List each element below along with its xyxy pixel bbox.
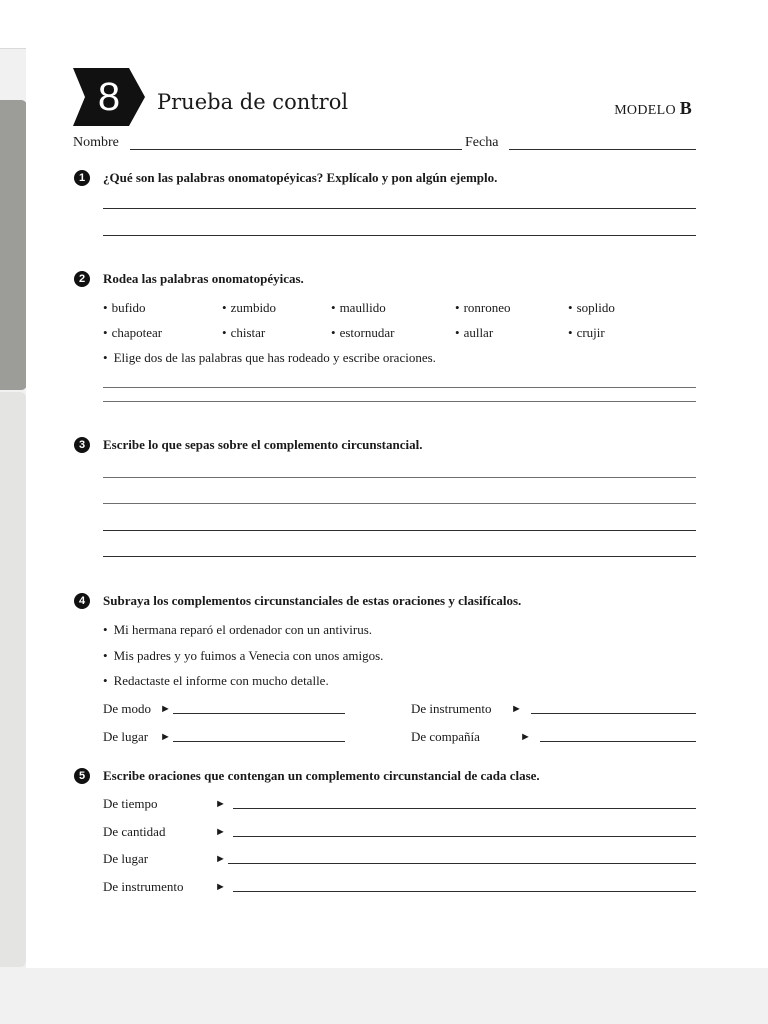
word-item: • maullido	[331, 300, 386, 316]
arrow-right-icon: ►	[215, 881, 226, 893]
fecha-label: Fecha	[465, 135, 499, 150]
answer-line[interactable]	[103, 556, 696, 557]
modelo-text: MODELO	[614, 103, 676, 118]
question-4-number: 4	[74, 593, 90, 609]
question-1-text: ¿Qué son las palabras onomatopéyicas? Explícalo y pon algún ejemplo.	[103, 170, 498, 185]
de-tiempo-line[interactable]	[233, 808, 696, 809]
de-modo-line[interactable]	[173, 713, 345, 714]
word-item: • chistar	[222, 325, 265, 341]
question-2-instruction: • Elige dos de las palabras que has rodeado y escribe oraciones.	[103, 350, 436, 366]
question-3-number: 3	[74, 437, 90, 453]
nombre-label: Nombre	[73, 135, 119, 150]
word-item: • aullar	[455, 325, 493, 341]
unit-badge	[73, 68, 145, 126]
arrow-right-icon: ►	[215, 826, 226, 838]
question-5-text: Escribe oraciones que contengan un complemento circunstancial de cada clase.	[103, 768, 540, 783]
de-modo-label: De modo	[103, 701, 152, 716]
de-instrumento-line[interactable]	[233, 891, 696, 892]
answer-line[interactable]	[103, 503, 696, 504]
page-edge-tab-light	[0, 392, 26, 967]
question-2-text: Rodea las palabras onomatopéyicas.	[103, 271, 304, 286]
de-instrumento-label: De instrumento	[411, 701, 492, 716]
fecha-line[interactable]	[509, 149, 696, 150]
modelo-letter: B	[679, 98, 692, 118]
sentence-item: • Mi hermana reparó el ordenador con un antivirus.	[103, 622, 372, 638]
page-title: Prueba de control	[157, 90, 349, 114]
page-edge-tab-dark	[0, 100, 27, 390]
question-4-text: Subraya los complementos circunstanciales de estas oraciones y clasifícalos.	[103, 593, 522, 608]
answer-line[interactable]	[103, 477, 696, 478]
word-item: • estornudar	[331, 325, 394, 341]
de-instrumento-label: De instrumento	[103, 879, 184, 894]
word-item: • soplido	[568, 300, 615, 316]
arrow-right-icon: ►	[160, 731, 171, 743]
answer-line[interactable]	[103, 387, 696, 388]
answer-line[interactable]	[103, 401, 696, 402]
de-tiempo-label: De tiempo	[103, 796, 158, 811]
de-compania-line[interactable]	[540, 741, 696, 742]
word-item: • bufido	[103, 300, 146, 316]
arrow-right-icon: ►	[215, 853, 226, 865]
word-item: • crujir	[568, 325, 605, 341]
word-item: • chapotear	[103, 325, 162, 341]
answer-line[interactable]	[103, 235, 696, 236]
answer-line[interactable]	[103, 208, 696, 209]
de-lugar-line[interactable]	[173, 741, 345, 742]
modelo-label	[614, 98, 692, 121]
de-cantidad-label: De cantidad	[103, 824, 166, 839]
question-2-number: 2	[74, 271, 90, 287]
de-instrumento-line[interactable]	[531, 713, 696, 714]
arrow-right-icon: ►	[160, 703, 171, 715]
sentence-item: • Redactaste el informe con mucho detalle.	[103, 673, 329, 689]
sentence-item: • Mis padres y yo fuimos a Venecia con unos amigos.	[103, 648, 383, 664]
de-lugar-label: De lugar	[103, 729, 149, 744]
unit-number: 8	[97, 75, 121, 119]
de-compania-label: De compañía	[411, 729, 480, 744]
question-5-number: 5	[74, 768, 90, 784]
nombre-line[interactable]	[130, 149, 462, 150]
question-1-number: 1	[74, 170, 90, 186]
word-item: • zumbido	[222, 300, 276, 316]
de-lugar-label: De lugar	[103, 851, 149, 866]
arrow-right-icon: ►	[215, 798, 226, 810]
arrow-right-icon: ►	[520, 731, 531, 743]
viewer-top-bar	[0, 0, 768, 49]
arrow-right-icon: ►	[511, 703, 522, 715]
answer-line[interactable]	[103, 530, 696, 531]
de-lugar-line[interactable]	[228, 863, 696, 864]
question-3-text: Escribe lo que sepas sobre el complemento circunstancial.	[103, 437, 423, 452]
word-item: • ronroneo	[455, 300, 511, 316]
de-cantidad-line[interactable]	[233, 836, 696, 837]
